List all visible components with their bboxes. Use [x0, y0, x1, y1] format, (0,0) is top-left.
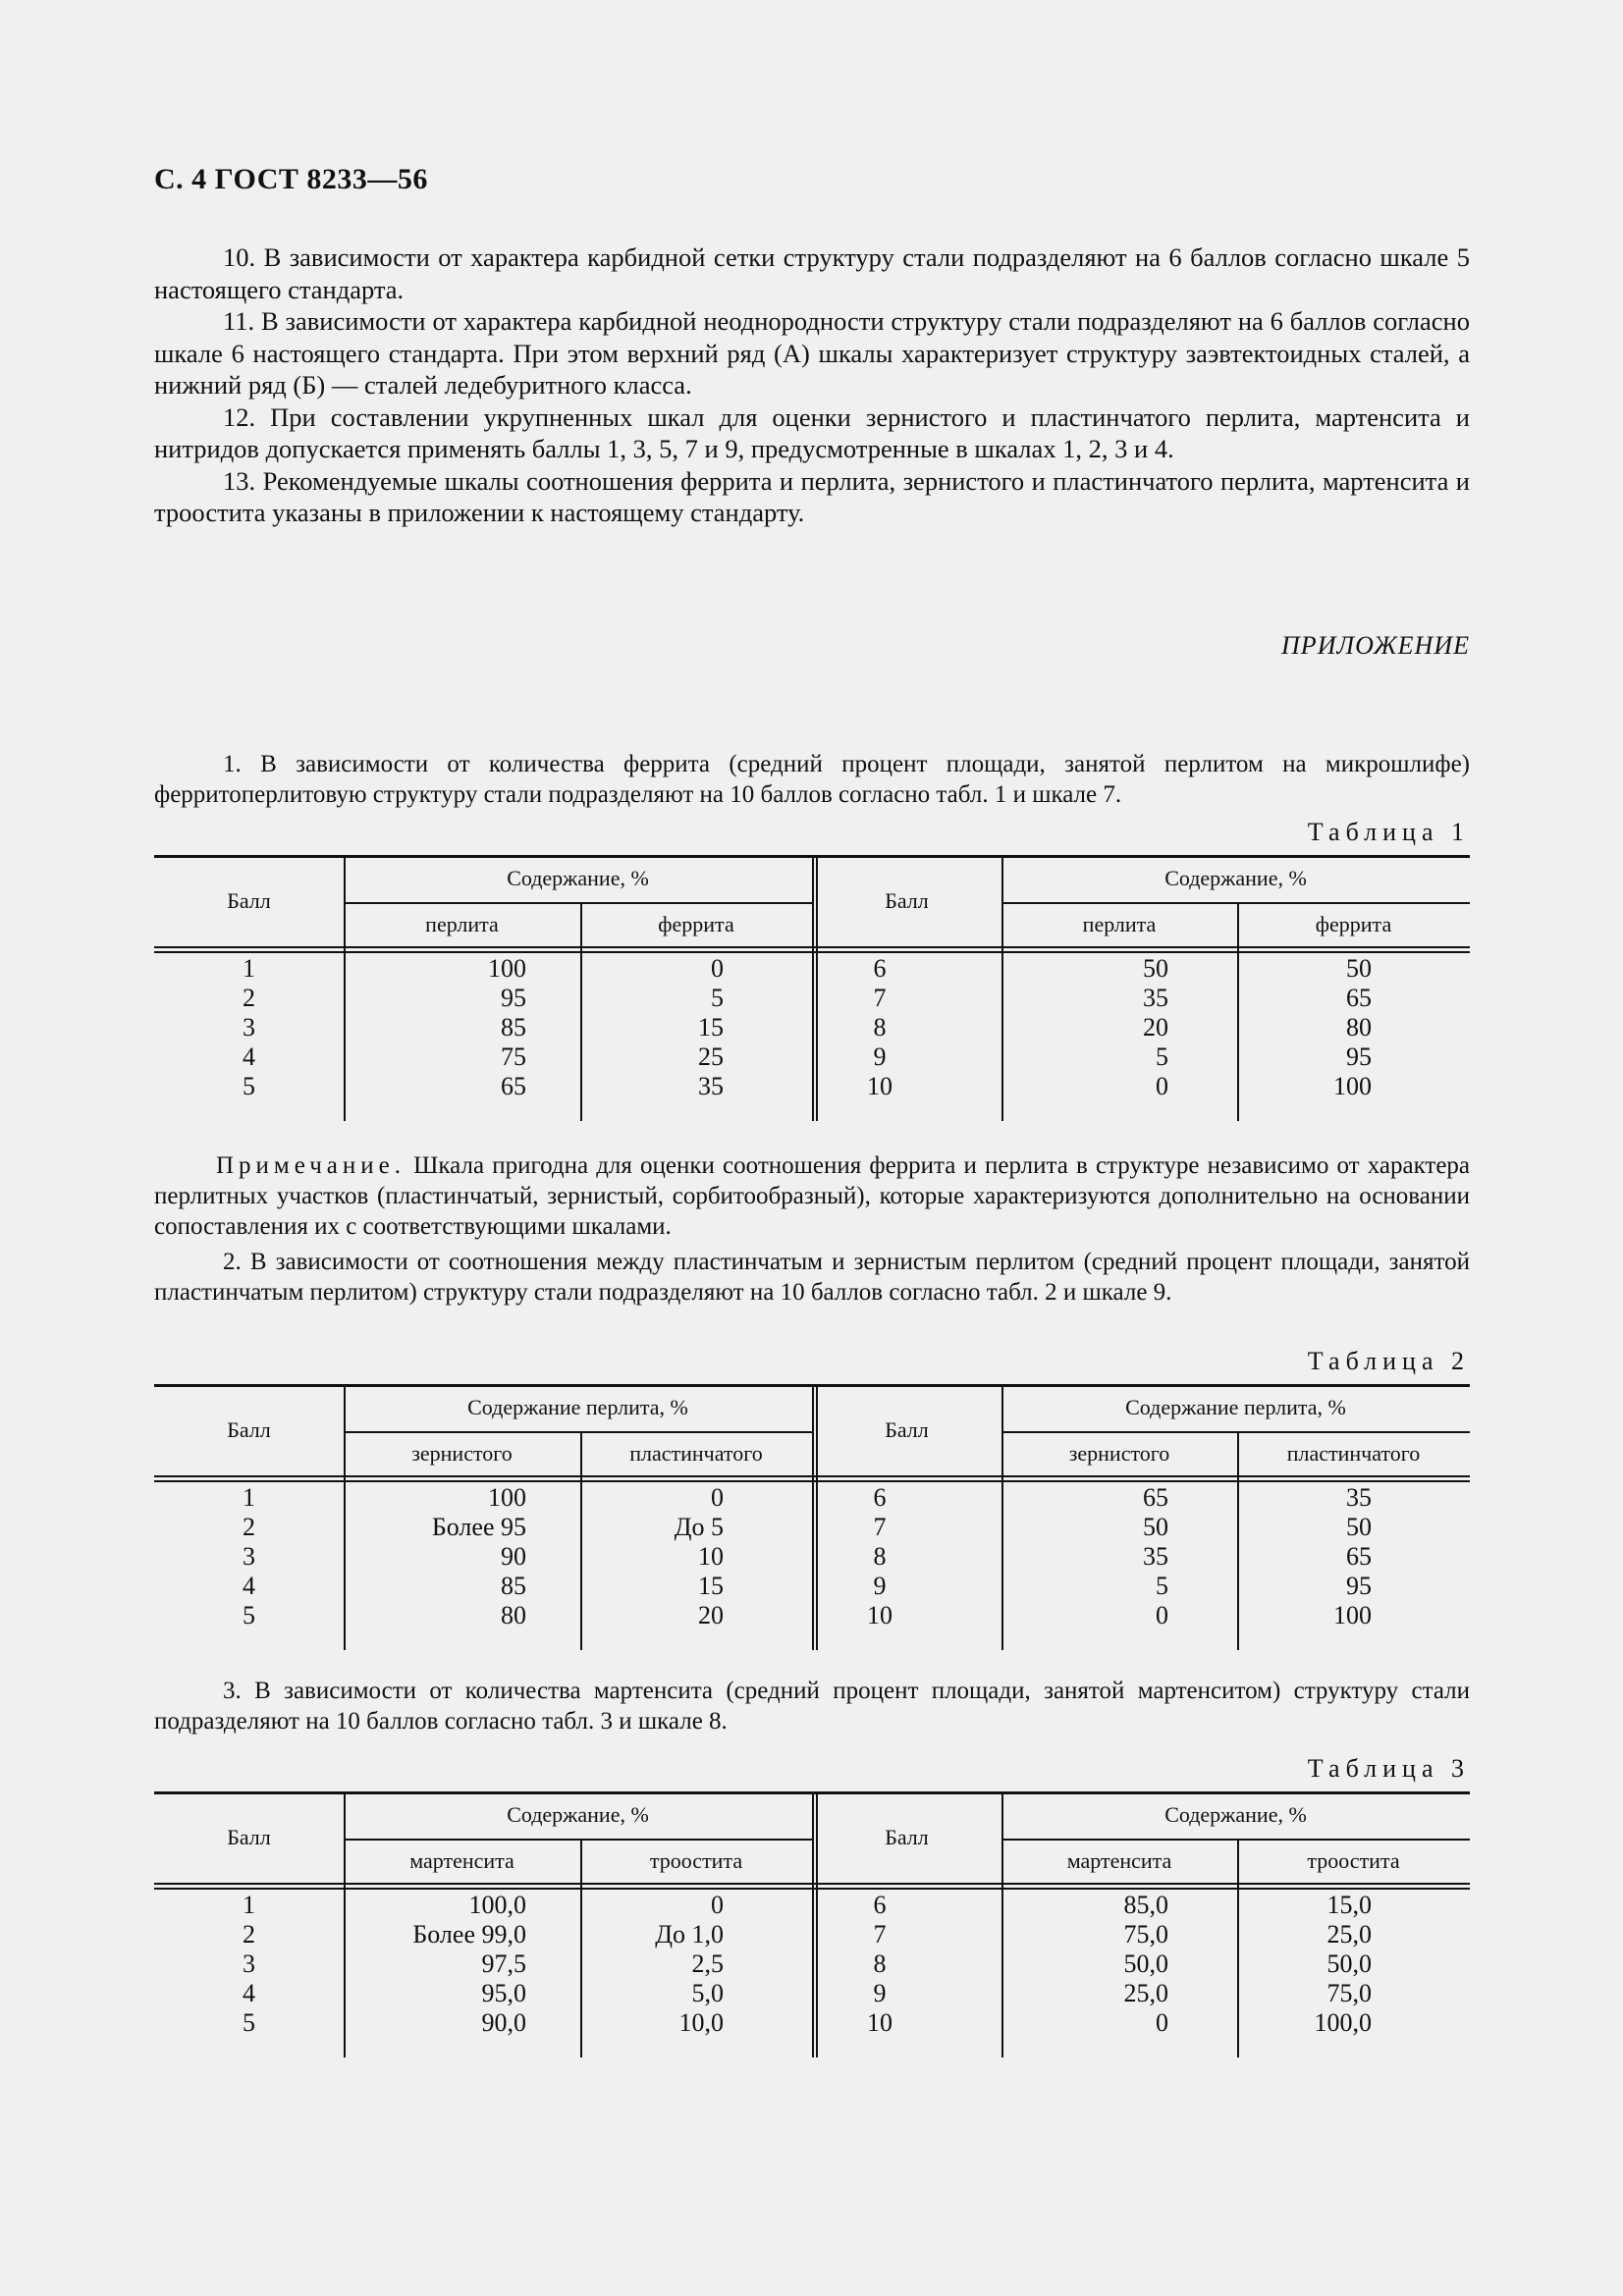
cell-value: 50,0 — [1326, 1949, 1372, 1978]
cell-value: 5 — [1156, 1572, 1168, 1600]
note-label: Примечание. — [216, 1152, 406, 1179]
cell-ball: 7 — [873, 984, 887, 1012]
cell-ball: 10 — [867, 1601, 893, 1629]
cell-value: 0 — [1156, 1072, 1168, 1100]
cell-value: 35 — [1346, 1483, 1372, 1512]
col-header-ball-right: Балл — [885, 1825, 929, 1849]
cell-value: 5,0 — [691, 1979, 724, 2007]
section-3-text — [154, 1676, 1470, 1736]
cell-value: 65 — [1346, 1542, 1372, 1571]
paragraph-12: 12. При составлении укрупненных шкал для оценки зернистого и пластинчатого перлита, мартенсита и нитридов допускается применять баллы 1, 3, 5, 7 и 9, предусмотренные в шкалах 1, 2, 3 и 4. — [154, 401, 1470, 463]
section-2-paragraph: 2. В зависимости от соотношения между пластинчатым и зернистым перлитом (средний процент площади, занятой пластинчатым перлитом) структуру стали подразделяют на 10 баллов согласно табл. 2 и шкале 9. — [154, 1249, 1470, 1306]
cell-value: 50,0 — [1123, 1949, 1168, 1978]
note-text: Шкала пригодна для оценки соотношения феррита и перлита в структуре независимо от характера перлитных участков (пластинчатый, зернистый, сорбитообразный), которые характеризуются дополнительно на основании сопоставления их с соответствующими шкалами. — [154, 1152, 1471, 1240]
cell-value: 75 — [501, 1042, 526, 1071]
col-header-ball: Балл — [227, 888, 271, 913]
section-3-paragraph: 3. В зависимости от количества мартенсита (средний процент площади, занятой мартенситом) структуру стали подразделяют на 10 баллов согласно табл. 3 и шкале 8. — [154, 1678, 1470, 1735]
section-1-paragraph: 1. В зависимости от количества феррита (средний процент площади, занятой перлитом на микрошлифе) ферритоперлитовую структуру стали подразделяют на 10 баллов согласно табл. 1 и шкале 7. — [154, 751, 1470, 808]
col-header-ball: Балл — [227, 1417, 271, 1442]
col-header-sub2-right: троостита — [1307, 1848, 1400, 1873]
cell-value: 90,0 — [481, 2008, 526, 2037]
cell-value: 95 — [1346, 1572, 1372, 1600]
col-header-sub2: пластинчатого — [629, 1441, 763, 1466]
cell-value: 95 — [1346, 1042, 1372, 1071]
cell-ball: 2 — [243, 1513, 255, 1541]
cell-value: 90 — [501, 1542, 526, 1571]
cell-value: 85,0 — [1123, 1891, 1168, 1919]
cell-value: 5 — [711, 984, 724, 1012]
cell-value: 35 — [1143, 1542, 1168, 1571]
cell-ball: 9 — [873, 1572, 887, 1600]
col-header-group-right: Содержание, % — [1164, 1802, 1307, 1827]
cell-value: 100 — [488, 1483, 526, 1512]
cell-value: 80 — [1346, 1013, 1372, 1041]
cell-value: 15 — [698, 1572, 724, 1600]
cell-value: 50 — [1143, 954, 1168, 983]
col-header-sub1-right: перлита — [1082, 912, 1157, 936]
table-1-note — [154, 1150, 1470, 1242]
cell-value: 0 — [1156, 2008, 1168, 2037]
col-header-group: Содержание, % — [507, 1802, 649, 1827]
cell-value: 85 — [501, 1013, 526, 1041]
cell-ball: 3 — [243, 1949, 255, 1978]
cell-ball: 6 — [873, 1891, 887, 1919]
col-header-ball-right: Балл — [885, 1417, 929, 1442]
cell-value: 75,0 — [1326, 1979, 1372, 2007]
cell-ball: 5 — [243, 2008, 255, 2037]
cell-ball: 2 — [243, 984, 255, 1012]
cell-ball: 4 — [243, 1042, 255, 1071]
col-header-ball: Балл — [227, 1825, 271, 1849]
table-caption: Таблица 1 — [1307, 818, 1470, 846]
cell-ball: 8 — [873, 1013, 887, 1041]
appendix-title: ПРИЛОЖЕНИЕ — [1281, 631, 1470, 660]
col-header-sub1-right: мартенсита — [1066, 1848, 1172, 1873]
cell-value: 65 — [501, 1072, 526, 1100]
cell-value: Более 95 — [431, 1513, 526, 1541]
cell-ball: 10 — [867, 1072, 893, 1100]
col-header-group-right: Содержание, % — [1164, 866, 1307, 890]
cell-value: До 5 — [674, 1513, 724, 1541]
cell-ball: 1 — [243, 954, 255, 983]
cell-ball: 7 — [873, 1513, 887, 1541]
section-1-text — [154, 749, 1470, 810]
cell-value: 50 — [1143, 1513, 1168, 1541]
cell-value: 100 — [488, 954, 526, 983]
paragraph-11: 11. В зависимости от характера карбидной неоднородности структуру стали подразделяют на 6 баллов согласно шкале 6 настоящего стандарта. При этом верхний ряд (А) шкалы характеризует структуру заэвтектоидных сталей, а нижний ряд (Б) — сталей ледебуритного класса. — [154, 306, 1470, 400]
cell-value: 0 — [711, 954, 724, 983]
col-header-sub2-right: феррита — [1315, 912, 1392, 936]
table-caption: Таблица 3 — [1307, 1754, 1470, 1783]
cell-value: 5 — [1156, 1042, 1168, 1071]
cell-value: 85 — [501, 1572, 526, 1600]
cell-value: 15,0 — [1326, 1891, 1372, 1919]
cell-value: 75,0 — [1123, 1920, 1168, 1949]
cell-value: 65 — [1143, 1483, 1168, 1512]
paragraph-13: 13. Рекомендуемые шкалы соотношения феррита и перлита, зернистого и пластинчатого перлита, мартенсита и троостита указаны в приложении к настоящему стандарту. — [154, 465, 1470, 527]
table-caption: Таблица 2 — [1307, 1347, 1470, 1375]
cell-value: До 1,0 — [655, 1920, 724, 1949]
cell-value: 100,0 — [468, 1891, 526, 1919]
cell-value: 15 — [698, 1013, 724, 1041]
cell-ball: 9 — [873, 1979, 887, 2007]
cell-ball: 1 — [243, 1483, 255, 1512]
cell-value: 25,0 — [1123, 1979, 1168, 2007]
cell-value: 95,0 — [481, 1979, 526, 2007]
cell-ball: 3 — [243, 1542, 255, 1571]
col-header-ball-right: Балл — [885, 888, 929, 913]
cell-ball: 8 — [873, 1949, 887, 1978]
cell-ball: 3 — [243, 1013, 255, 1041]
cell-ball: 7 — [873, 1920, 887, 1949]
paragraph-10: 10. В зависимости от характера карбидной сетки структуру стали подразделяют на 6 баллов согласно шкале 5 настоящего стандарта. — [154, 242, 1470, 304]
cell-ball: 6 — [873, 954, 887, 983]
col-header-sub1-right: зернистого — [1068, 1441, 1170, 1466]
cell-value: 10,0 — [678, 2008, 724, 2037]
cell-value: 25 — [698, 1042, 724, 1071]
cell-value: 50 — [1346, 1513, 1372, 1541]
cell-value: 20 — [1143, 1013, 1168, 1041]
cell-value: 100,0 — [1314, 2008, 1372, 2037]
col-header-sub2: троостита — [649, 1848, 743, 1873]
cell-value: 2,5 — [691, 1949, 724, 1978]
cell-value: 100 — [1333, 1072, 1372, 1100]
cell-value: 35 — [1143, 984, 1168, 1012]
cell-value: 25,0 — [1326, 1920, 1372, 1949]
cell-value: 0 — [711, 1891, 724, 1919]
cell-value: 10 — [698, 1542, 724, 1571]
col-header-sub2: феррита — [658, 912, 734, 936]
cell-ball: 10 — [867, 2008, 893, 2037]
page-header: С. 4 ГОСТ 8233—56 — [154, 163, 428, 195]
cell-value: Более 99,0 — [412, 1920, 526, 1949]
cell-value: 97,5 — [481, 1949, 526, 1978]
section-2-text — [154, 1247, 1470, 1308]
cell-ball: 2 — [243, 1920, 255, 1949]
cell-ball: 8 — [873, 1542, 887, 1571]
col-header-group: Содержание перлита, % — [467, 1395, 688, 1419]
cell-ball: 9 — [873, 1042, 887, 1071]
col-header-sub1: мартенсита — [409, 1848, 514, 1873]
cell-ball: 5 — [243, 1072, 255, 1100]
col-header-group-right: Содержание перлита, % — [1125, 1395, 1346, 1419]
cell-value: 35 — [698, 1072, 724, 1100]
cell-ball: 5 — [243, 1601, 255, 1629]
cell-ball: 4 — [243, 1979, 255, 2007]
cell-value: 0 — [711, 1483, 724, 1512]
col-header-group: Содержание, % — [507, 866, 649, 890]
cell-ball: 4 — [243, 1572, 255, 1600]
cell-value: 0 — [1156, 1601, 1168, 1629]
col-header-sub1: зернистого — [411, 1441, 513, 1466]
cell-ball: 6 — [873, 1483, 887, 1512]
cell-value: 65 — [1346, 984, 1372, 1012]
col-header-sub2-right: пластинчатого — [1286, 1441, 1421, 1466]
intro-paragraphs — [154, 241, 1470, 529]
cell-value: 20 — [698, 1601, 724, 1629]
cell-value: 80 — [501, 1601, 526, 1629]
col-header-sub1: перлита — [425, 912, 499, 936]
cell-value: 100 — [1333, 1601, 1372, 1629]
cell-value: 50 — [1346, 954, 1372, 983]
cell-ball: 1 — [243, 1891, 255, 1919]
cell-value: 95 — [501, 984, 526, 1012]
